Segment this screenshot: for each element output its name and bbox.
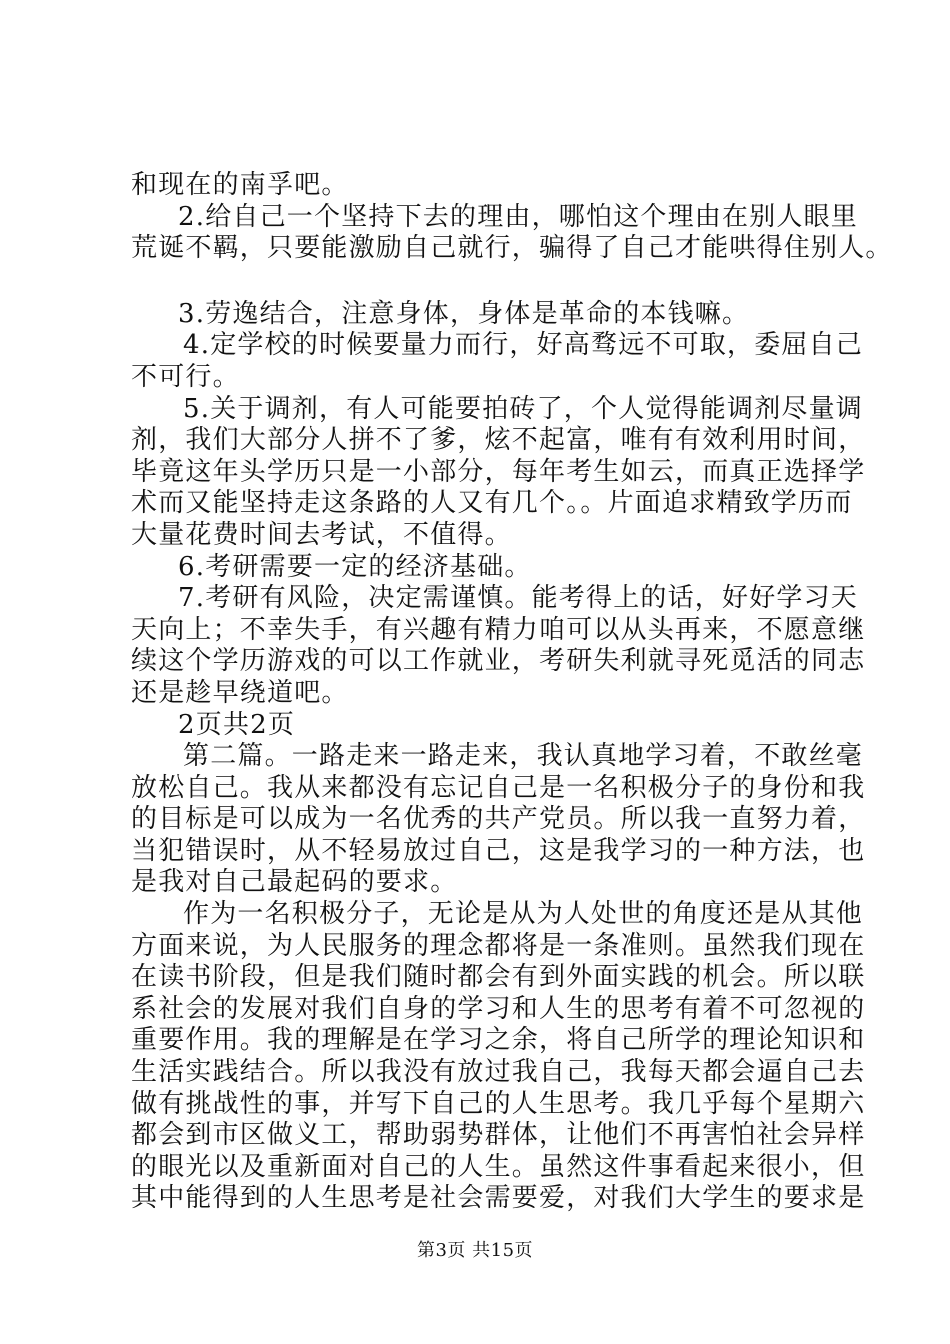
section-two-start: 第二篇。一路走来一路走来，我认真地学习着，不敢丝毫 bbox=[183, 741, 864, 772]
text-line: 续这个学历游戏的可以工作就业，考研失利就寻死觅活的同志 bbox=[131, 646, 866, 677]
text-line: 的目标是可以成为一名优秀的共产党员。所以我一直努力着， bbox=[131, 804, 866, 835]
text-line: 方面来说，为人民服务的理念都将是一条准则。虽然我们现在 bbox=[131, 930, 866, 961]
text-line: 天向上；不幸失手，有兴趣有精力咱可以从头再来，不愿意继 bbox=[131, 614, 866, 645]
text-line: 还是趁早绕道吧。 bbox=[131, 677, 349, 708]
list-item-5: 5.关于调剂，有人可能要拍砖了，个人觉得能调剂尽量调 bbox=[183, 393, 864, 424]
text-line: 都会到市区做义工，帮助弱势群体，让他们不再害怕社会异样 bbox=[131, 1120, 866, 1151]
inline-page-note: 2页共2页 bbox=[178, 709, 296, 740]
text-line: 术而又能坚持走这条路的人又有几个。。片面追求精致学历而 bbox=[131, 488, 853, 519]
text-line: 重要作用。我的理解是在学习之余，将自己所学的理论知识和 bbox=[131, 1025, 866, 1056]
list-item-4: 4.定学校的时候要量力而行，好高骛远不可取，委屈自己 bbox=[183, 330, 864, 361]
text-line: 其中能得到的人生思考是社会需要爱，对我们大学生的要求是 bbox=[131, 1183, 866, 1214]
text-line: 荒诞不羁，只要能激励自己就行，骗得了自己才能哄得住别人。 bbox=[131, 233, 893, 264]
text-line: 在读书阶段，但是我们随时都会有到外面实践的机会。所以联 bbox=[131, 962, 866, 993]
page-number-label: 第3页 共15页 bbox=[416, 1240, 534, 1261]
page-footer bbox=[0, 1236, 950, 1262]
list-item-6: 6.考研需要一定的经济基础。 bbox=[178, 551, 532, 582]
text-line: 放松自己。我从来都没有忘记自己是一名积极分子的身份和我 bbox=[131, 772, 866, 803]
text-line: 的眼光以及重新面对自己的人生。虽然这件事看起来很小，但 bbox=[131, 1151, 866, 1182]
text-line: 生活实践结合。所以我没有放过我自己，我每天都会逼自己去 bbox=[131, 1057, 866, 1088]
list-item-3: 3.劳逸结合，注意身体，身体是革命的本钱嘛。 bbox=[178, 298, 750, 329]
list-item-7: 7.考研有风险，决定需谨慎。能考得上的话，好好学习天 bbox=[178, 583, 859, 614]
text-line: 当犯错误时，从不轻易放过自己，这是我学习的一种方法，也 bbox=[131, 835, 866, 866]
text-line: 不可行。 bbox=[131, 361, 240, 392]
text-line: 是我对自己最起码的要求。 bbox=[131, 867, 458, 898]
paragraph-start: 作为一名积极分子，无论是从为人处世的角度还是从其他 bbox=[183, 899, 864, 930]
text-line: 和现在的南孚吧。 bbox=[131, 170, 349, 200]
text-line: 毕竟这年头学历只是一小部分，每年考生如云，而真正选择学 bbox=[131, 456, 866, 487]
text-line: 大量花费时间去考试，不值得。 bbox=[131, 519, 512, 550]
list-item-2: 2.给自己一个坚持下去的理由，哪怕这个理由在别人眼里 bbox=[178, 201, 859, 232]
text-line: 做有挑战性的事，并写下自己的人生思考。我几乎每个星期六 bbox=[131, 1088, 866, 1119]
text-line: 剂，我们大部分人拼不了爹，炫不起富，唯有有效利用时间， bbox=[131, 425, 866, 456]
text-line: 系社会的发展对我们自身的学习和人生的思考有着不可忽视的 bbox=[131, 993, 866, 1024]
paragraph-gap bbox=[131, 265, 841, 299]
document-body bbox=[131, 170, 893, 1215]
